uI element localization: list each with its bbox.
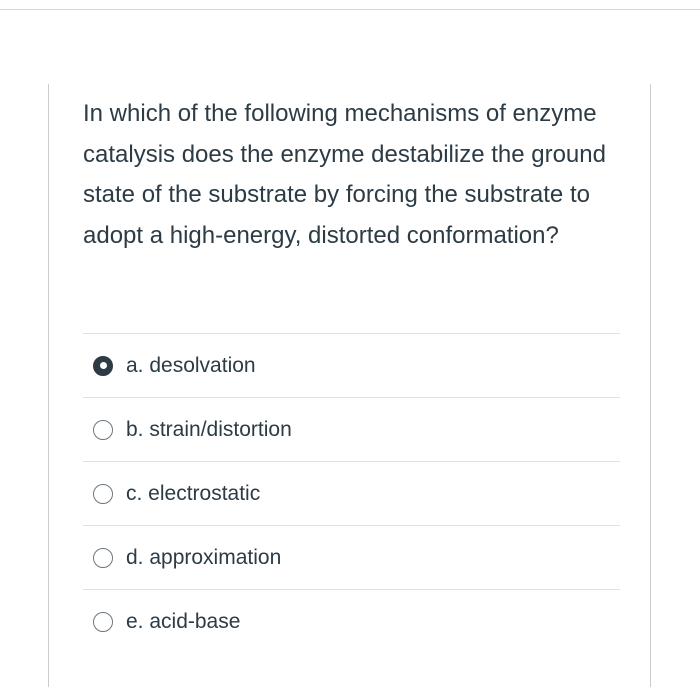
radio-button-b[interactable] [93, 420, 113, 440]
answer-option-c[interactable] [83, 461, 620, 525]
answer-label-b: b. strain/distortion [126, 417, 292, 441]
answer-label-c: c. electrostatic [126, 481, 261, 505]
radio-button-e[interactable] [93, 612, 113, 632]
radio-button-c[interactable] [93, 484, 113, 504]
answer-option-e[interactable] [83, 589, 620, 653]
answer-label-e: e. acid-base [126, 609, 241, 633]
question-text: In which of the following mechanisms of enzyme catalysis does the enzyme destabilize the ground state of the substrate by forcing the substrate to adopt a high-energy, distorted conformation? [83, 100, 606, 249]
answer-label-a: a. desolvation [126, 353, 256, 377]
answer-option-a[interactable] [83, 333, 620, 397]
question-card [48, 84, 651, 687]
radio-dot-icon [100, 362, 107, 369]
answer-list [83, 333, 620, 653]
answer-label-d: d. approximation [126, 545, 282, 569]
top-divider [0, 9, 700, 10]
radio-button-a[interactable] [93, 356, 113, 376]
radio-button-d[interactable] [93, 548, 113, 568]
answer-option-d[interactable] [83, 525, 620, 589]
answer-option-b[interactable] [83, 397, 620, 461]
